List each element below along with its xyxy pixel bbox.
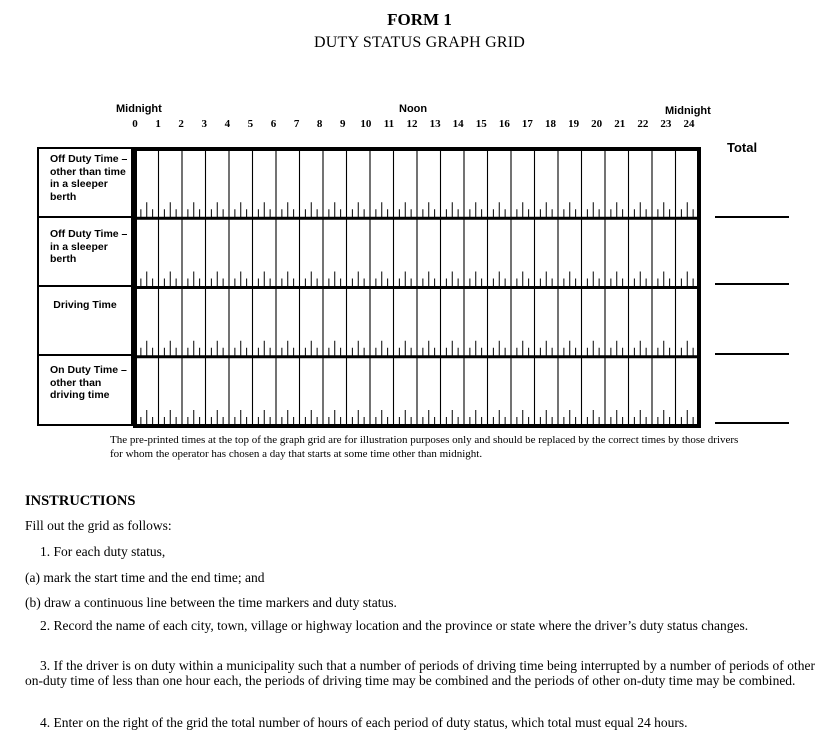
hour-label: 17	[521, 118, 533, 130]
total-line-sleeper-berth[interactable]	[715, 283, 789, 285]
hour-label: 21	[614, 118, 626, 130]
hour-label: 12	[406, 118, 418, 130]
instruction-item: (a) mark the start time and the end time; and	[25, 570, 265, 585]
total-line-off-duty[interactable]	[715, 216, 789, 218]
hour-label: 23	[660, 118, 672, 130]
hour-label: 22	[637, 118, 649, 130]
hour-label: 14	[452, 118, 464, 130]
instructions-title: INSTRUCTIONS	[25, 493, 136, 509]
total-line-driving[interactable]	[715, 353, 789, 355]
header-midnight-end: Midnight	[665, 105, 711, 117]
total-label: Total	[727, 140, 758, 155]
instruction-item: 3. If the driver is on duty within a municipality such that a number of periods of driving time being interrupted by a number of periods of other on-duty time of less than one hour each, the periods of driving time may be combined and the periods of other on-duty time may be combined.	[25, 658, 815, 688]
hour-label: 6	[270, 118, 277, 130]
row-label-sleeper-berth: Off Duty Time – in a sleeper berth	[37, 216, 133, 287]
form-subtitle: DUTY STATUS GRAPH GRID	[314, 34, 525, 51]
duty-status-graph-grid[interactable]	[133, 147, 701, 428]
instruction-item: (b) draw a continuous line between the time markers and duty status.	[25, 595, 397, 610]
total-line-on-duty[interactable]	[715, 422, 789, 424]
header-noon: Noon	[399, 103, 428, 115]
form-title: FORM 1	[387, 10, 452, 29]
hour-label: 5	[247, 118, 254, 130]
hour-label: 4	[224, 118, 231, 130]
hour-label: 7	[293, 118, 300, 130]
hour-label: 16	[498, 118, 510, 130]
hour-label: 0	[132, 118, 138, 130]
instructions-intro: Fill out the grid as follows:	[25, 518, 172, 533]
row-label-off-duty: Off Duty Time – other than time in a sleeper berth	[37, 147, 133, 218]
hour-label: 8	[316, 118, 323, 130]
instruction-item: 2. Record the name of each city, town, village or highway location and the province or state where the driver’s duty status changes.	[40, 618, 749, 633]
header-midnight-start: Midnight	[116, 103, 162, 115]
hour-label: 13	[429, 118, 441, 130]
hour-label: 10	[360, 118, 372, 130]
hour-label: 20	[591, 118, 603, 130]
grid-note: The pre-printed times at the top of the graph grid are for illustration purposes only and should be replaced by the correct times by those drivers for whom the operator has chosen a day that starts at some time other than midnight.	[110, 434, 739, 460]
hour-label: 24	[683, 118, 695, 130]
row-label-on-duty: On Duty Time – other than driving time	[37, 354, 133, 426]
hour-label: 2	[178, 118, 184, 130]
row-label-driving: Driving Time	[37, 285, 133, 356]
hour-label: 19	[568, 118, 580, 130]
hour-label: 9	[340, 118, 346, 130]
hour-label: 1	[155, 118, 161, 130]
instruction-item: 1. For each duty status,	[40, 544, 166, 559]
hour-label: 3	[201, 118, 207, 130]
hour-label: 11	[383, 118, 395, 130]
hour-label: 15	[475, 118, 487, 130]
instruction-item: 4. Enter on the right of the grid the total number of hours of each period of duty status, which total must equal 24 hours.	[40, 715, 688, 730]
hour-label: 18	[545, 118, 556, 130]
